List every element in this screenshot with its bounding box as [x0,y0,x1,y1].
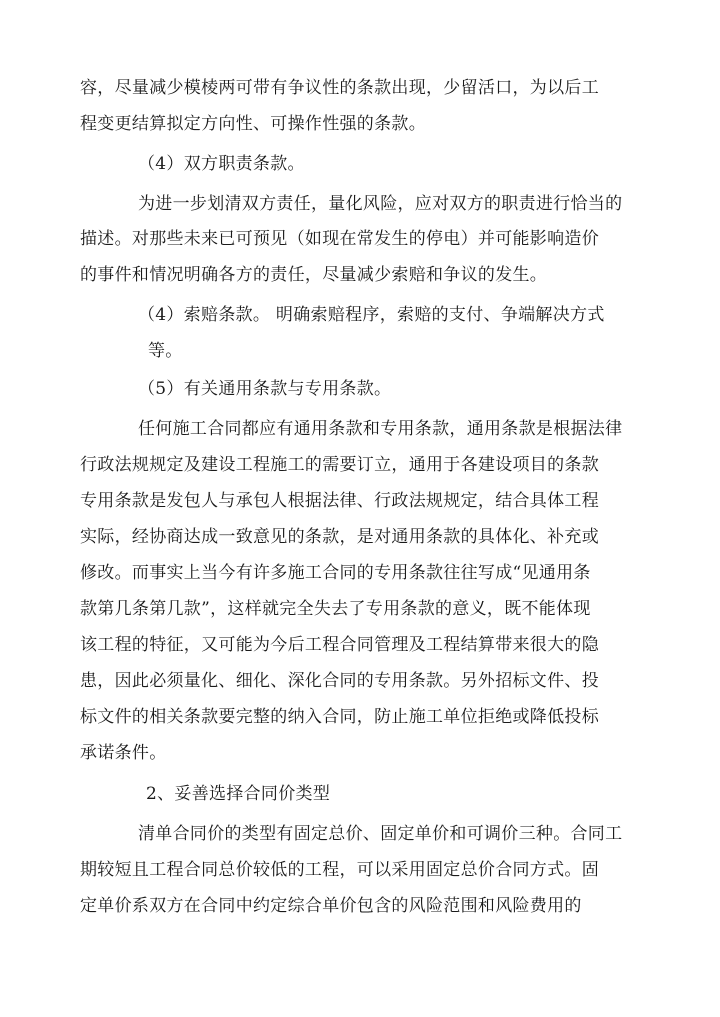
section-heading: 2、妥善选择合同价类型 [146,784,331,804]
text-line: 修改。而事实上当今有许多施工合同的专用条款往往写成“见通用条 [80,563,591,583]
text-line: 标文件的相关条款要完整的纳入合同，防止施工单位拒绝或降低投标 [80,707,599,727]
text-line: 描述。对那些未来已可预见（如现在常发生的停电）并可能影响造价 [80,229,599,249]
text-line: 的事件和情况明确各方的责任，尽量减少索赔和争议的发生。 [80,265,548,285]
text-line: 专用条款是发包人与承包人根据法律、行政法规规定，结合具体工程 [80,491,599,511]
text-line: 等。 [148,341,183,361]
section-heading: （4）索赔条款。 明确索赔程序，索赔的支付、争端解决方式 [138,305,605,325]
text-line: 款第几条第几款”，这样就完全失去了专用条款的意义，既不能体现 [80,599,591,619]
text-line: 容，尽量减少模棱两可带有争议性的条款出现，少留活口，为以后工 [80,78,599,98]
text-line: 任何施工合同都应有通用条款和专用条款，通用条款是根据法律 [138,419,623,439]
text-line: 期较短且工程合同总价较低的工程，可以采用固定总价合同方式。固 [80,860,599,880]
text-line: 该工程的特征，又可能为今后工程合同管理及工程结算带来很大的隐 [80,635,599,655]
text-line: 实际，经协商达成一致意见的条款，是对通用条款的具体化、补充或 [80,527,599,547]
text-line: 行政法规规定及建设工程施工的需要订立，通用于各建设项目的条款 [80,455,599,475]
text-line: 清单合同价的类型有固定总价、固定单价和可调价三种。合同工 [138,824,623,844]
section-heading: （5）有关通用条款与专用条款。 [138,379,392,399]
text-line: 患，因此必须量化、细化、深化合同的专用条款。另外招标文件、投 [80,671,599,691]
text-line: 承诺条件。 [80,743,167,763]
section-heading: （4）双方职责条款。 [138,154,305,174]
text-line: 程变更结算拟定方向性、可操作性强的条款。 [80,114,426,134]
text-line: 定单价系双方在合同中约定综合单价包含的风险范围和风险费用的 [80,896,582,916]
text-line: 为进一步划清双方责任，量化风险，应对双方的职责进行恰当的 [138,194,623,214]
